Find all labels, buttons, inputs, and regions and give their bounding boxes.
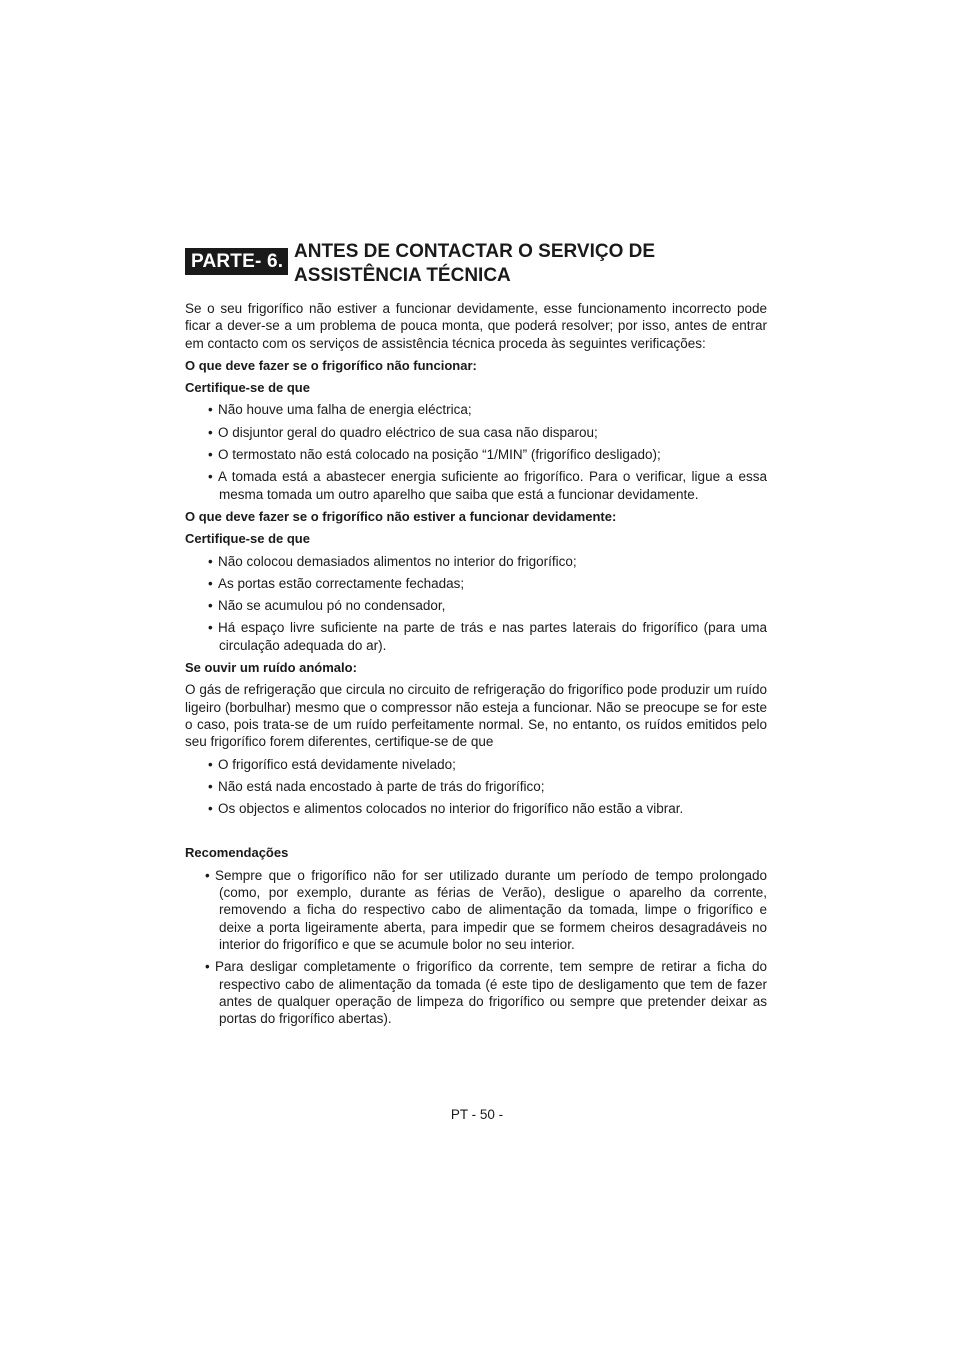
list-item: • Não houve uma falha de energia eléctrica;	[208, 402, 472, 418]
list-item: • O disjuntor geral do quadro eléctrico de sua casa não disparou;	[208, 424, 598, 440]
intro-paragraph: Se o seu frigorífico não estiver a funcionar devidamente, esse funcionamento incorrecto pode ficar a dever-se a um problema de pouca monta, que poderá resolver; por isso, antes de entrar em contacto com os serviços de assistência técnica proceda às seguintes verificações:	[185, 301, 767, 351]
section1-subheading: Certifique-se de que	[185, 380, 310, 396]
list-item: • A tomada está a abastecer energia suficiente ao frigorífico. Para o verificar, ligue a essa mesma tomada um outro aparelho que saiba que está a funcionar devidamente.	[208, 469, 767, 502]
recommendations-list	[185, 867, 767, 1028]
document-body	[185, 300, 767, 1032]
part-badge: PARTE- 6.	[185, 248, 288, 275]
recommendations-heading: Recomendações	[185, 845, 289, 861]
spacer	[185, 822, 767, 844]
list-item: • As portas estão correctamente fechadas;	[208, 575, 465, 591]
section-header	[185, 242, 767, 292]
section1-list	[185, 401, 767, 502]
list-item: • Há espaço livre suficiente na parte de trás e nas partes laterais do frigorífico (para uma circulação adequada do ar).	[208, 620, 767, 653]
section2-list	[185, 553, 767, 654]
list-item: • O frigorífico está devidamente nivelado;	[208, 756, 456, 772]
page-title: ANTES DE CONTACTAR O SERVIÇO DE ASSISTÊNCIA TÉCNICA	[294, 241, 656, 286]
list-item: • Não está nada encostado à parte de trás do frigorífico;	[208, 778, 545, 794]
section1-heading: O que deve fazer se o frigorífico não funcionar:	[185, 357, 477, 373]
section3-list	[185, 756, 767, 818]
section3-paragraph: O gás de refrigeração que circula no circuito de refrigeração do frigorífico pode produzir um ruído ligeiro (borbulhar) mesmo que o compressor não esteja a funcionar. Não se preocupe se for este o caso, pois trata-se de um ruído perfeitamente normal. Se, no entanto, os ruídos emitidos pelo seu frigorífico forem diferentes, certifique-se de que	[185, 682, 767, 750]
list-item: • Para desligar completamente o frigorífico da corrente, tem sempre de retirar a ficha do respectivo cabo de alimentação da tomada (é este tipo de desligamento que tem de fazer antes de qualquer operação de limpeza do frigorífico ou sempre que pretender deixar as portas do frigorífico abertas).	[205, 959, 767, 1027]
list-item: • Não colocou demasiados alimentos no interior do frigorífico;	[208, 553, 577, 569]
list-item: • Sempre que o frigorífico não for ser utilizado durante um período de tempo prolongado (como, por exemplo, durante as férias de Verão), desligue o aparelho da corrente, removendo a ficha do respectivo cabo de alimentação da tomada, limpe o frigorífico e deixe a porta ligeiramente aberta, para impedir que se formem cheiros desagradáveis no interior do frigorífico e que se acumule bolor no seu interior.	[205, 867, 767, 952]
section3-heading: Se ouvir um ruído anómalo:	[185, 660, 357, 676]
list-item: • Os objectos e alimentos colocados no interior do frigorífico não estão a vibrar.	[208, 801, 684, 817]
section2-heading: O que deve fazer se o frigorífico não estiver a funcionar devidamente:	[185, 508, 617, 524]
list-item: • Não se acumulou pó no condensador,	[208, 598, 446, 614]
list-item: • O termostato não está colocado na posição “1/MIN” (frigorífico desligado);	[208, 447, 661, 463]
section2-subheading: Certifique-se de que	[185, 531, 310, 547]
page-number: PT - 50 -	[450, 1107, 504, 1122]
document-page	[185, 241, 767, 1027]
